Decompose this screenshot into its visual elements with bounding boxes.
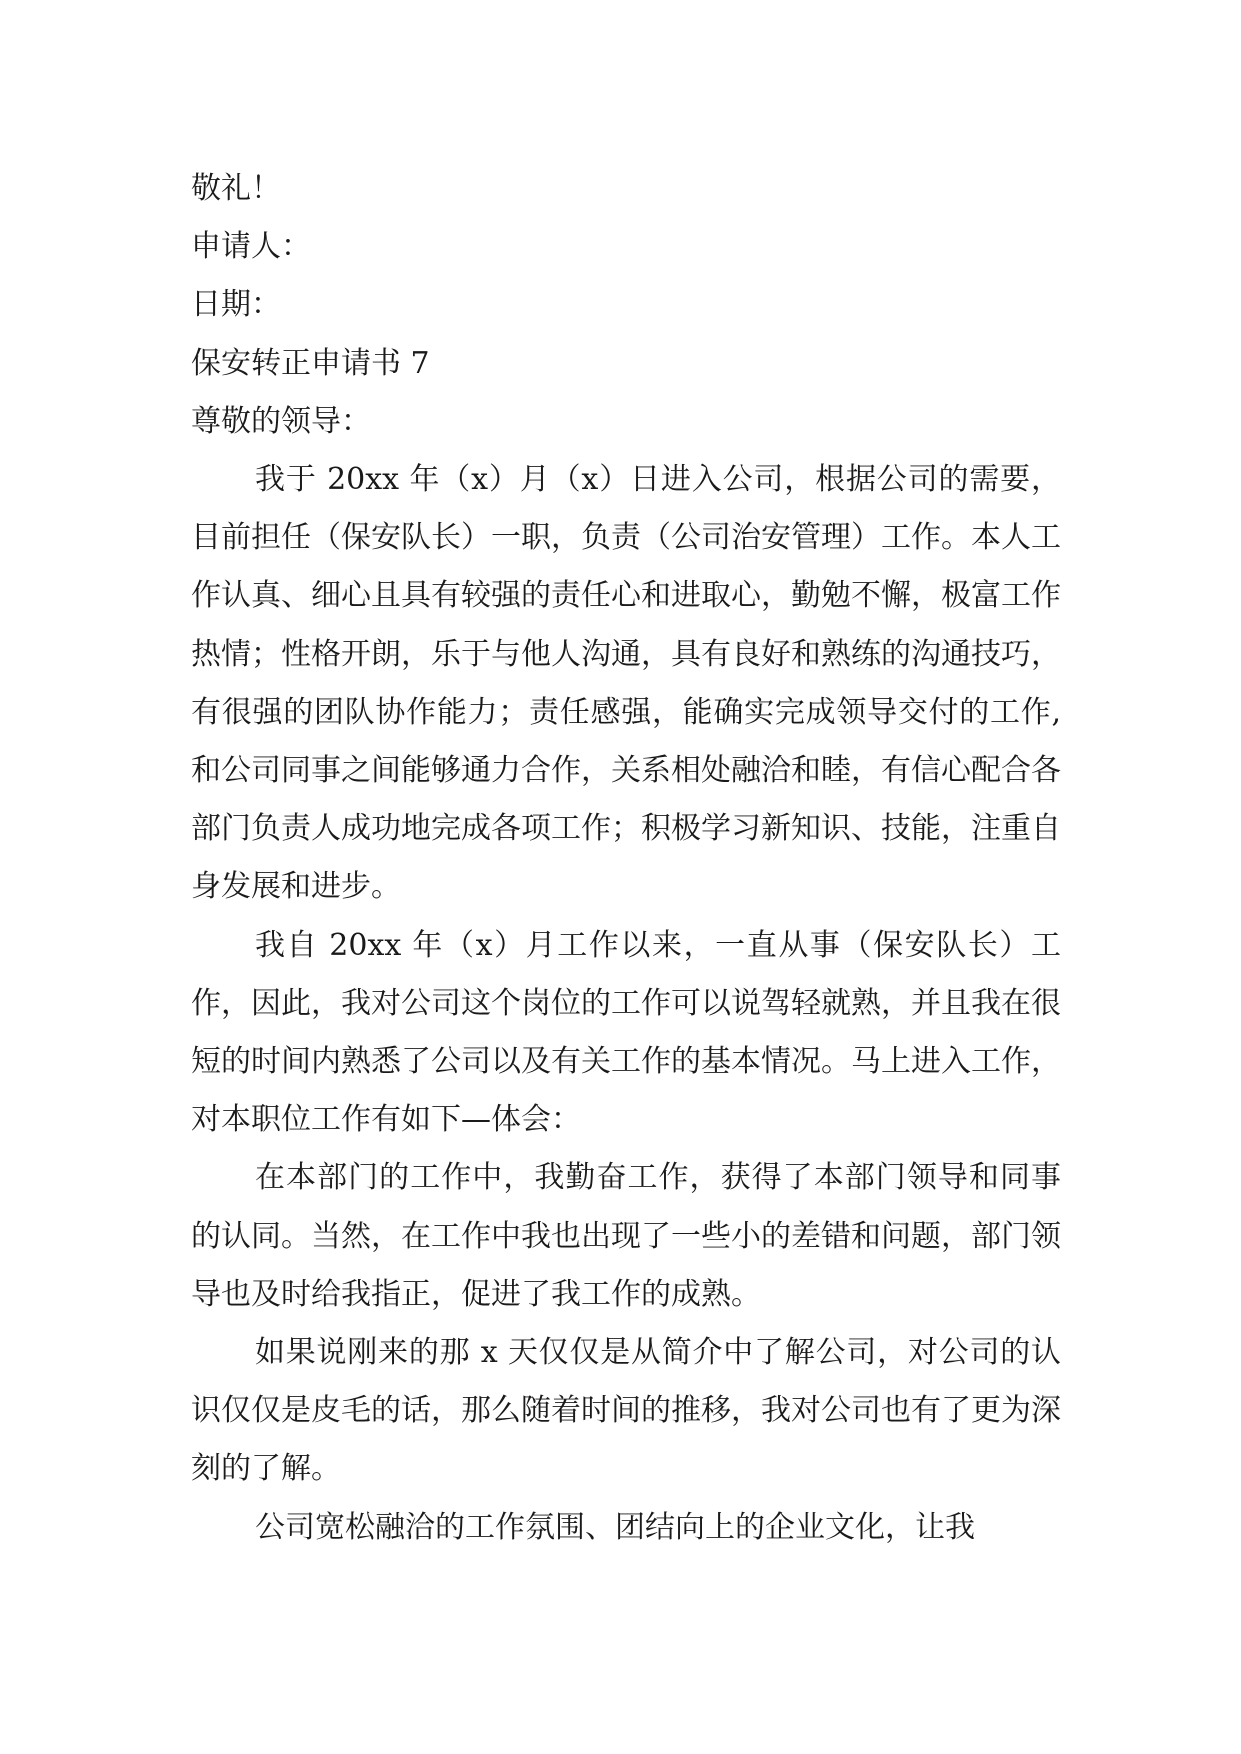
salutation: 尊敬的领导： xyxy=(191,403,371,439)
paragraph-culture: 公司宽松融洽的工作氛围、团结向上的企业文化，让我 xyxy=(255,1509,975,1545)
paragraph-department: 在本部门的工作中，我勤奋工作，获得了本部门领导和同事的认同。当然，在工作中我也出现了一些小的差错和问题，部门领导也及时给我指正，促进了我工作的成熟。 xyxy=(191,1160,1061,1312)
applicant-label: 申请人： xyxy=(191,229,311,265)
paragraph-intro: 我于 20xx 年（x）月（x）日进入公司，根据公司的需要，目前担任（保安队长）一职，负责（公司治安管理）工作。本人工作认真、细心且具有较强的责任心和进取心，勤勉不懈，极富工作热情；性格开朗，乐于与他人沟通，具有良好和熟练的沟通技巧，有很强的团队协作能力；责任感强，能确实完成领导交付的工作,和公司同事之间能够通力合作，关系相处融洽和睦，有信心配合各部门负责人成功地完成各项工作；积极学习新知识、技能，注重自身发展和进步。 xyxy=(191,461,1061,905)
closing-line: 敬礼！ xyxy=(191,171,281,206)
document-body xyxy=(191,160,1061,1557)
paragraph-experience: 我自 20xx 年（x）月工作以来，一直从事（保安队长）工作，因此，我对公司这个岗位的工作可以说驾轻就熟，并且我在很短的时间内熟悉了公司以及有关工作的基本情况。马上进入工作，对本职位工作有如下—体会： xyxy=(191,927,1061,1138)
document-title: 保安转正申请书 7 xyxy=(191,345,430,381)
date-label: 日期： xyxy=(191,287,281,323)
paragraph-understanding: 如果说刚来的那 x 天仅仅是从简介中了解公司，对公司的认识仅仅是皮毛的话，那么随着时间的推移，我对公司也有了更为深刻的了解。 xyxy=(191,1334,1061,1487)
